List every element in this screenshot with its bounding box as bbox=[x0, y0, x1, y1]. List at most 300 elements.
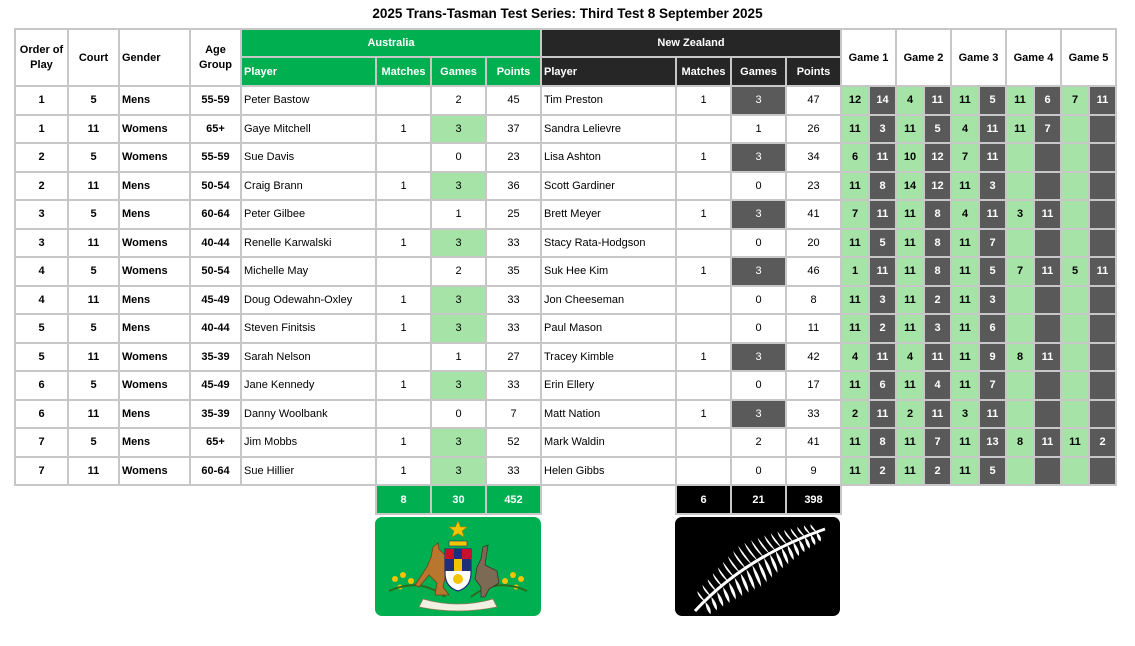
order-of-play-cell: 1 bbox=[15, 86, 68, 115]
nz-games-cell: 3 bbox=[731, 143, 786, 172]
age-group-cell: 40-44 bbox=[190, 314, 241, 343]
game-1-au-score: 4 bbox=[841, 343, 869, 372]
game-4-au-score: 7 bbox=[1006, 257, 1034, 286]
game-2-au-score: 11 bbox=[896, 457, 924, 486]
game-2-nz-score: 3 bbox=[924, 314, 951, 343]
fern-leaf bbox=[811, 535, 816, 546]
gender-cell: Womens bbox=[119, 457, 190, 486]
age-group-cell: 60-64 bbox=[190, 457, 241, 486]
game-3-au-score: 11 bbox=[951, 286, 979, 315]
game-5-au-score bbox=[1061, 400, 1089, 429]
au-player-cell: Jim Mobbs bbox=[241, 428, 376, 457]
fern-leaf bbox=[705, 602, 710, 614]
gender-cell: Womens bbox=[119, 115, 190, 144]
game-3-nz-score: 11 bbox=[979, 143, 1006, 172]
gender-cell: Mens bbox=[119, 314, 190, 343]
nz-matches-cell: 1 bbox=[676, 86, 731, 115]
game-1-nz-score: 11 bbox=[869, 400, 896, 429]
court-cell: 5 bbox=[68, 371, 119, 400]
game-1-au-score: 11 bbox=[841, 115, 869, 144]
game-5-au-score bbox=[1061, 229, 1089, 258]
au-matches-cell bbox=[376, 143, 431, 172]
game-3-nz-score: 7 bbox=[979, 229, 1006, 258]
court-cell: 11 bbox=[68, 172, 119, 201]
age-group-cell: 45-49 bbox=[190, 286, 241, 315]
fern-leaf bbox=[804, 525, 811, 534]
fern-leaf bbox=[776, 551, 783, 569]
age-group-cell: 40-44 bbox=[190, 229, 241, 258]
au-games-cell: 2 bbox=[431, 257, 486, 286]
au-games-cell: 3 bbox=[431, 457, 486, 486]
order-of-play-cell: 2 bbox=[15, 172, 68, 201]
age-group-cell: 55-59 bbox=[190, 86, 241, 115]
gender-cell: Mens bbox=[119, 172, 190, 201]
court-cell: 5 bbox=[68, 86, 119, 115]
au-player-cell: Steven Finitsis bbox=[241, 314, 376, 343]
game-5-nz-score: 11 bbox=[1089, 257, 1116, 286]
game-4-au-score bbox=[1006, 143, 1034, 172]
au-matches-cell bbox=[376, 343, 431, 372]
total-nz-points: 398 bbox=[786, 485, 841, 514]
nz-points-cell: 47 bbox=[786, 86, 841, 115]
game-3-nz-score: 7 bbox=[979, 371, 1006, 400]
fern-leaf bbox=[703, 585, 712, 597]
game-1-nz-score: 5 bbox=[869, 229, 896, 258]
game-2-nz-score: 11 bbox=[924, 86, 951, 115]
game-4-au-score bbox=[1006, 400, 1034, 429]
court-cell: 11 bbox=[68, 286, 119, 315]
game-2-nz-score: 5 bbox=[924, 115, 951, 144]
fern-leaf bbox=[791, 528, 799, 539]
game-2-au-score: 11 bbox=[896, 314, 924, 343]
order-of-play-cell: 7 bbox=[15, 428, 68, 457]
court-cell: 11 bbox=[68, 229, 119, 258]
game-3-nz-score: 13 bbox=[979, 428, 1006, 457]
gender-cell: Womens bbox=[119, 257, 190, 286]
game-4-nz-score: 7 bbox=[1034, 115, 1061, 144]
au-games-cell: 3 bbox=[431, 229, 486, 258]
game-2-nz-score: 8 bbox=[924, 200, 951, 229]
game-5-au-score bbox=[1061, 115, 1089, 144]
game-1-nz-score: 11 bbox=[869, 257, 896, 286]
order-of-play-cell: 7 bbox=[15, 457, 68, 486]
game-4-au-score bbox=[1006, 172, 1034, 201]
game-2-nz-score: 8 bbox=[924, 257, 951, 286]
order-of-play-cell: 6 bbox=[15, 400, 68, 429]
game-4-nz-score bbox=[1034, 371, 1061, 400]
fern-leaf bbox=[799, 540, 805, 553]
nz-player-cell: Helen Gibbs bbox=[541, 457, 676, 486]
game-5-au-score bbox=[1061, 172, 1089, 201]
nz-matches-cell bbox=[676, 229, 731, 258]
nz-matches-cell: 1 bbox=[676, 143, 731, 172]
game-2-au-score: 11 bbox=[896, 428, 924, 457]
au-player-cell: Gaye Mitchell bbox=[241, 115, 376, 144]
nz-games-cell: 0 bbox=[731, 314, 786, 343]
fern-leaf bbox=[713, 573, 723, 587]
nz-player-cell: Erin Ellery bbox=[541, 371, 676, 400]
game-4-au-score bbox=[1006, 314, 1034, 343]
au-player-cell: Danny Woolbank bbox=[241, 400, 376, 429]
fern-leaf bbox=[810, 524, 816, 532]
game-1-au-score: 1 bbox=[841, 257, 869, 286]
game-4-au-score bbox=[1006, 371, 1034, 400]
nz-points-cell: 8 bbox=[786, 286, 841, 315]
gender-cell: Mens bbox=[119, 400, 190, 429]
nz-player-cell: Paul Mason bbox=[541, 314, 676, 343]
australia-emblem bbox=[375, 517, 541, 616]
game-5-nz-score bbox=[1089, 314, 1116, 343]
table-row bbox=[15, 86, 1116, 115]
game-5-au-score bbox=[1061, 314, 1089, 343]
gender-cell: Mens bbox=[119, 200, 190, 229]
au-points-cell: 35 bbox=[486, 257, 541, 286]
age-group-cell: 65+ bbox=[190, 428, 241, 457]
age-group-cell: 35-39 bbox=[190, 400, 241, 429]
nz-player-cell: Jon Cheeseman bbox=[541, 286, 676, 315]
game-2-au-score: 11 bbox=[896, 229, 924, 258]
game-5-nz-score bbox=[1089, 457, 1116, 486]
table-row bbox=[15, 371, 1116, 400]
game-2-au-score: 11 bbox=[896, 200, 924, 229]
court-cell: 5 bbox=[68, 257, 119, 286]
game-3-au-score: 11 bbox=[951, 457, 979, 486]
game-5-nz-score bbox=[1089, 400, 1116, 429]
game-5-nz-score: 11 bbox=[1089, 86, 1116, 115]
order-of-play-cell: 3 bbox=[15, 229, 68, 258]
game-1-nz-score: 11 bbox=[869, 200, 896, 229]
age-group-cell: 65+ bbox=[190, 115, 241, 144]
game-3-nz-score: 11 bbox=[979, 200, 1006, 229]
totals-spacer-left bbox=[15, 485, 376, 514]
table-row bbox=[15, 115, 1116, 144]
header-au-games: Games bbox=[431, 57, 486, 86]
court-cell: 5 bbox=[68, 200, 119, 229]
game-4-au-score: 11 bbox=[1006, 115, 1034, 144]
nz-matches-cell: 1 bbox=[676, 400, 731, 429]
au-points-cell: 52 bbox=[486, 428, 541, 457]
header-court: Court bbox=[68, 29, 119, 86]
order-of-play-cell: 5 bbox=[15, 314, 68, 343]
header-game-5: Game 5 bbox=[1061, 29, 1116, 86]
game-3-au-score: 11 bbox=[951, 86, 979, 115]
au-matches-cell: 1 bbox=[376, 371, 431, 400]
game-3-au-score: 11 bbox=[951, 229, 979, 258]
gender-cell: Womens bbox=[119, 343, 190, 372]
header-game-3: Game 3 bbox=[951, 29, 1006, 86]
nz-games-cell: 1 bbox=[731, 115, 786, 144]
au-player-cell: Michelle May bbox=[241, 257, 376, 286]
age-group-cell: 35-39 bbox=[190, 343, 241, 372]
au-player-cell: Doug Odewahn-Oxley bbox=[241, 286, 376, 315]
game-3-nz-score: 3 bbox=[979, 286, 1006, 315]
au-points-cell: 7 bbox=[486, 400, 541, 429]
game-5-nz-score bbox=[1089, 115, 1116, 144]
fern-leaf bbox=[805, 537, 810, 549]
game-2-au-score: 11 bbox=[896, 286, 924, 315]
game-3-nz-score: 5 bbox=[979, 86, 1006, 115]
game-5-au-score bbox=[1061, 343, 1089, 372]
gender-cell: Womens bbox=[119, 371, 190, 400]
game-1-nz-score: 8 bbox=[869, 428, 896, 457]
au-games-cell: 3 bbox=[431, 314, 486, 343]
court-cell: 11 bbox=[68, 457, 119, 486]
game-2-au-score: 11 bbox=[896, 371, 924, 400]
game-3-au-score: 11 bbox=[951, 172, 979, 201]
nz-points-cell: 23 bbox=[786, 172, 841, 201]
game-2-au-score: 4 bbox=[896, 86, 924, 115]
nz-matches-cell: 1 bbox=[676, 257, 731, 286]
au-points-cell: 45 bbox=[486, 86, 541, 115]
header-au-player: Player bbox=[241, 57, 376, 86]
court-cell: 5 bbox=[68, 143, 119, 172]
game-4-au-score bbox=[1006, 286, 1034, 315]
game-5-au-score: 5 bbox=[1061, 257, 1089, 286]
fern-leaf bbox=[711, 597, 717, 611]
au-games-cell: 3 bbox=[431, 428, 486, 457]
au-matches-cell: 1 bbox=[376, 428, 431, 457]
game-1-au-score: 11 bbox=[841, 371, 869, 400]
au-games-cell: 3 bbox=[431, 172, 486, 201]
au-player-cell: Sarah Nelson bbox=[241, 343, 376, 372]
game-1-nz-score: 11 bbox=[869, 143, 896, 172]
nz-matches-cell bbox=[676, 172, 731, 201]
game-2-nz-score: 2 bbox=[924, 286, 951, 315]
game-3-nz-score: 5 bbox=[979, 257, 1006, 286]
game-4-nz-score bbox=[1034, 400, 1061, 429]
game-4-nz-score bbox=[1034, 143, 1061, 172]
game-2-nz-score: 7 bbox=[924, 428, 951, 457]
order-of-play-cell: 1 bbox=[15, 115, 68, 144]
game-3-nz-score: 3 bbox=[979, 172, 1006, 201]
au-matches-cell: 1 bbox=[376, 229, 431, 258]
gender-cell: Womens bbox=[119, 229, 190, 258]
game-3-au-score: 11 bbox=[951, 371, 979, 400]
nz-matches-cell bbox=[676, 115, 731, 144]
game-1-au-score: 2 bbox=[841, 400, 869, 429]
game-5-au-score bbox=[1061, 200, 1089, 229]
au-player-cell: Jane Kennedy bbox=[241, 371, 376, 400]
gender-cell: Mens bbox=[119, 286, 190, 315]
game-4-nz-score: 11 bbox=[1034, 200, 1061, 229]
fern-leaf bbox=[797, 527, 805, 537]
fern-leaf bbox=[729, 582, 736, 599]
header-age-group: Age Group bbox=[190, 29, 241, 86]
au-player-cell: Renelle Karwalski bbox=[241, 229, 376, 258]
game-4-nz-score: 6 bbox=[1034, 86, 1061, 115]
game-5-au-score bbox=[1061, 371, 1089, 400]
game-2-nz-score: 4 bbox=[924, 371, 951, 400]
results-table bbox=[14, 28, 1117, 515]
header-gender: Gender bbox=[119, 29, 190, 86]
fern-leaf bbox=[735, 578, 743, 596]
game-3-au-score: 11 bbox=[951, 257, 979, 286]
game-4-au-score bbox=[1006, 229, 1034, 258]
au-points-cell: 36 bbox=[486, 172, 541, 201]
nz-points-cell: 41 bbox=[786, 428, 841, 457]
silver-fern-icon bbox=[675, 517, 840, 616]
order-of-play-cell: 4 bbox=[15, 257, 68, 286]
page-title: 2025 Trans-Tasman Test Series: Third Test 8 September 2025 bbox=[372, 6, 763, 21]
nz-matches-cell: 1 bbox=[676, 343, 731, 372]
nz-points-cell: 17 bbox=[786, 371, 841, 400]
nz-games-cell: 0 bbox=[731, 172, 786, 201]
table-row bbox=[15, 400, 1116, 429]
game-4-au-score: 8 bbox=[1006, 428, 1034, 457]
nz-points-cell: 34 bbox=[786, 143, 841, 172]
order-of-play-cell: 2 bbox=[15, 143, 68, 172]
game-2-nz-score: 2 bbox=[924, 457, 951, 486]
fern-leaf bbox=[787, 545, 793, 560]
au-games-cell: 1 bbox=[431, 200, 486, 229]
game-5-au-score bbox=[1061, 143, 1089, 172]
game-5-nz-score bbox=[1089, 143, 1116, 172]
age-group-cell: 50-54 bbox=[190, 172, 241, 201]
nz-player-cell: Matt Nation bbox=[541, 400, 676, 429]
nz-player-cell: Lisa Ashton bbox=[541, 143, 676, 172]
nz-matches-cell bbox=[676, 371, 731, 400]
court-cell: 11 bbox=[68, 400, 119, 429]
game-4-au-score: 3 bbox=[1006, 200, 1034, 229]
total-au-games: 30 bbox=[431, 485, 486, 514]
fern-leaf bbox=[770, 554, 778, 573]
au-games-cell: 3 bbox=[431, 286, 486, 315]
game-2-au-score: 11 bbox=[896, 115, 924, 144]
fern-leaf bbox=[782, 548, 789, 564]
game-4-nz-score: 11 bbox=[1034, 343, 1061, 372]
game-5-nz-score bbox=[1089, 229, 1116, 258]
nz-games-cell: 3 bbox=[731, 400, 786, 429]
au-points-cell: 33 bbox=[486, 286, 541, 315]
au-matches-cell: 1 bbox=[376, 286, 431, 315]
game-4-nz-score bbox=[1034, 172, 1061, 201]
game-2-au-score: 2 bbox=[896, 400, 924, 429]
au-matches-cell: 1 bbox=[376, 314, 431, 343]
game-3-au-score: 7 bbox=[951, 143, 979, 172]
table-row bbox=[15, 257, 1116, 286]
table-row bbox=[15, 172, 1116, 201]
court-cell: 5 bbox=[68, 314, 119, 343]
total-nz-games: 21 bbox=[731, 485, 786, 514]
nz-points-cell: 9 bbox=[786, 457, 841, 486]
nz-points-cell: 33 bbox=[786, 400, 841, 429]
header-game-1: Game 1 bbox=[841, 29, 896, 86]
game-2-au-score: 4 bbox=[896, 343, 924, 372]
game-1-au-score: 11 bbox=[841, 457, 869, 486]
game-4-au-score bbox=[1006, 457, 1034, 486]
gender-cell: Womens bbox=[119, 143, 190, 172]
game-1-au-score: 11 bbox=[841, 428, 869, 457]
nz-player-cell: Brett Meyer bbox=[541, 200, 676, 229]
table-row bbox=[15, 229, 1116, 258]
fern-leaf bbox=[697, 591, 705, 602]
game-4-nz-score: 11 bbox=[1034, 428, 1061, 457]
order-of-play-cell: 6 bbox=[15, 371, 68, 400]
nz-games-cell: 3 bbox=[731, 86, 786, 115]
table-row bbox=[15, 143, 1116, 172]
totals-spacer-mid bbox=[541, 485, 676, 514]
au-games-cell: 3 bbox=[431, 371, 486, 400]
au-points-cell: 27 bbox=[486, 343, 541, 372]
game-4-nz-score bbox=[1034, 314, 1061, 343]
header-nz-points: Points bbox=[786, 57, 841, 86]
nz-games-cell: 3 bbox=[731, 200, 786, 229]
nz-points-cell: 41 bbox=[786, 200, 841, 229]
au-matches-cell bbox=[376, 200, 431, 229]
nz-player-cell: Scott Gardiner bbox=[541, 172, 676, 201]
header-game-4: Game 4 bbox=[1006, 29, 1061, 86]
nz-player-cell: Suk Hee Kim bbox=[541, 257, 676, 286]
nz-matches-cell bbox=[676, 457, 731, 486]
au-points-cell: 33 bbox=[486, 457, 541, 486]
au-matches-cell: 1 bbox=[376, 115, 431, 144]
game-2-au-score: 11 bbox=[896, 257, 924, 286]
au-games-cell: 0 bbox=[431, 143, 486, 172]
nz-player-cell: Mark Waldin bbox=[541, 428, 676, 457]
header-australia: Australia bbox=[241, 29, 541, 57]
court-cell: 11 bbox=[68, 343, 119, 372]
header-order-of-play: Order of Play bbox=[15, 29, 68, 86]
game-5-au-score: 11 bbox=[1061, 428, 1089, 457]
game-1-nz-score: 6 bbox=[869, 371, 896, 400]
nz-games-cell: 0 bbox=[731, 286, 786, 315]
game-3-au-score: 4 bbox=[951, 200, 979, 229]
game-4-nz-score bbox=[1034, 229, 1061, 258]
nz-matches-cell: 1 bbox=[676, 200, 731, 229]
nz-points-cell: 11 bbox=[786, 314, 841, 343]
au-games-cell: 2 bbox=[431, 86, 486, 115]
header-au-matches: Matches bbox=[376, 57, 431, 86]
age-group-cell: 50-54 bbox=[190, 257, 241, 286]
header-new-zealand: New Zealand bbox=[541, 29, 841, 57]
order-of-play-cell: 5 bbox=[15, 343, 68, 372]
game-3-au-score: 11 bbox=[951, 343, 979, 372]
au-games-cell: 1 bbox=[431, 343, 486, 372]
header-nz-matches: Matches bbox=[676, 57, 731, 86]
age-group-cell: 55-59 bbox=[190, 143, 241, 172]
nz-points-cell: 46 bbox=[786, 257, 841, 286]
game-3-au-score: 11 bbox=[951, 428, 979, 457]
game-3-nz-score: 6 bbox=[979, 314, 1006, 343]
nz-games-cell: 3 bbox=[731, 257, 786, 286]
table-row bbox=[15, 343, 1116, 372]
fern-leaf bbox=[793, 542, 799, 556]
game-5-nz-score bbox=[1089, 371, 1116, 400]
au-matches-cell bbox=[376, 400, 431, 429]
nz-games-cell: 3 bbox=[731, 343, 786, 372]
nz-points-cell: 26 bbox=[786, 115, 841, 144]
game-5-nz-score bbox=[1089, 200, 1116, 229]
game-3-au-score: 11 bbox=[951, 314, 979, 343]
game-1-nz-score: 3 bbox=[869, 286, 896, 315]
total-au-points: 452 bbox=[486, 485, 541, 514]
age-group-cell: 60-64 bbox=[190, 200, 241, 229]
au-player-cell: Peter Gilbee bbox=[241, 200, 376, 229]
header-game-2: Game 2 bbox=[896, 29, 951, 86]
game-5-au-score bbox=[1061, 457, 1089, 486]
fern-leaf bbox=[708, 579, 718, 592]
game-5-nz-score: 2 bbox=[1089, 428, 1116, 457]
game-1-nz-score: 2 bbox=[869, 457, 896, 486]
header-au-points: Points bbox=[486, 57, 541, 86]
game-1-au-score: 12 bbox=[841, 86, 869, 115]
nz-matches-cell bbox=[676, 314, 731, 343]
nz-games-cell: 0 bbox=[731, 457, 786, 486]
game-3-au-score: 4 bbox=[951, 115, 979, 144]
game-3-nz-score: 9 bbox=[979, 343, 1006, 372]
au-matches-cell: 1 bbox=[376, 457, 431, 486]
nz-games-cell: 0 bbox=[731, 371, 786, 400]
